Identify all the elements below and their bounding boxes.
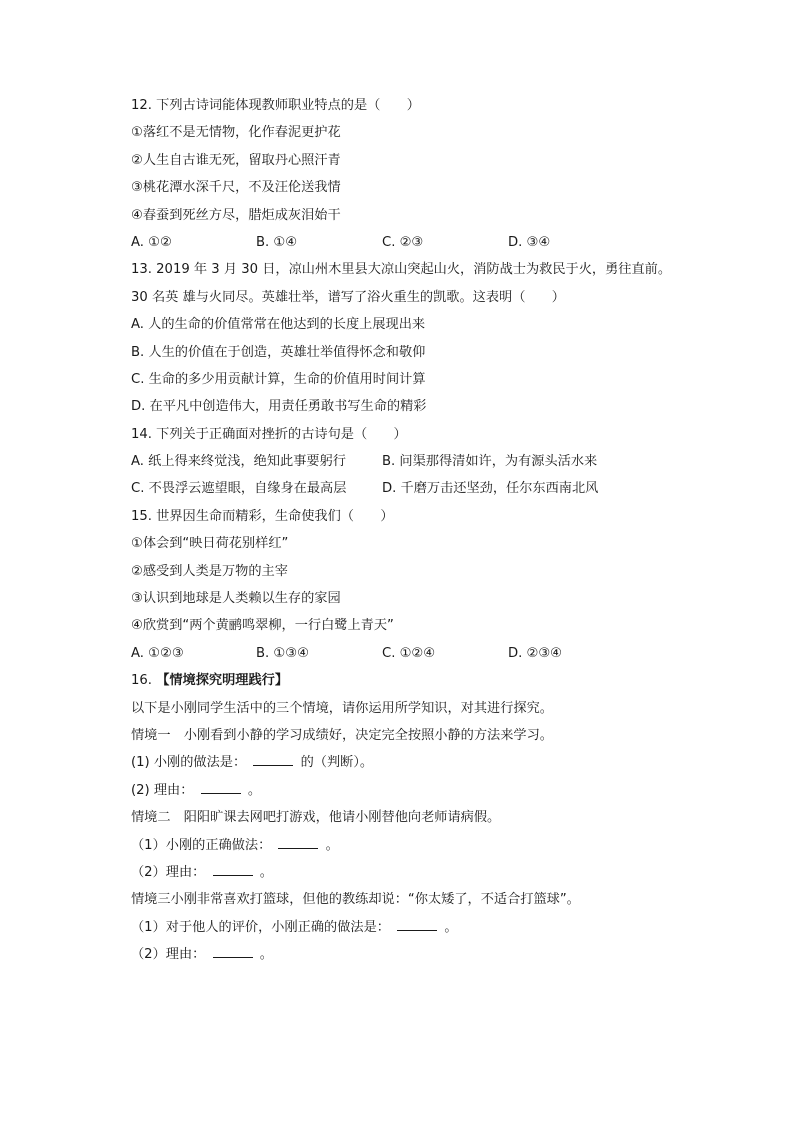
q16-s3-q2 bbox=[131, 941, 691, 968]
q16-scenario-2: 情境二 阳阳旷课去网吧打游戏，他请小刚替他向老师请病假。 bbox=[131, 810, 501, 826]
q16-s1-q2 bbox=[131, 777, 691, 804]
q16-heading bbox=[131, 667, 691, 694]
q16-s2-q1-suffix: 。 bbox=[325, 837, 339, 853]
q16-s2-q1 bbox=[131, 832, 691, 859]
q13-stem-line2: 30 名英 雄与火同尽。英雄壮举，谱写了浴火重生的凯歌。这表明（ ） bbox=[131, 289, 565, 305]
q16-s1-q2-suffix: 。 bbox=[247, 782, 262, 798]
q16-s1-q1 bbox=[131, 749, 691, 776]
answer-blank[interactable] bbox=[213, 943, 253, 958]
q15-item-3: ③认识到地球是人类赖以生存的家园 bbox=[131, 591, 341, 607]
q14-option-c[interactable]: C. 不畏浮云遮望眼，自缘身在最高层 bbox=[131, 481, 347, 497]
q15-item-4: ④欣赏到“两个黄鹂鸣翠柳，一行白鹭上青天” bbox=[131, 618, 394, 634]
answer-blank[interactable] bbox=[253, 751, 293, 766]
q16-s1-q2-prompt: (2) 理由： bbox=[131, 782, 194, 798]
q16-scenario-1: 情境一 小刚看到小静的学习成绩好，决定完全按照小静的方法来学习。 bbox=[131, 727, 553, 743]
q12-option-a[interactable]: A. ①② bbox=[131, 234, 172, 250]
q16-s3-q1-suffix: 。 bbox=[444, 919, 458, 935]
q13-option-d[interactable]: D. 在平凡中创造伟大，用责任勇敢书写生命的精彩 bbox=[131, 399, 427, 415]
q16-s3-q2-prompt: （2）理由： bbox=[131, 947, 206, 963]
q16-title: 【情境探究明理践行】 bbox=[156, 673, 289, 689]
q12-option-c[interactable]: C. ②③ bbox=[382, 234, 424, 250]
q16-s2-q2-suffix: 。 bbox=[259, 864, 273, 880]
q15-item-2: ②感受到人类是万物的主宰 bbox=[131, 563, 288, 579]
q15-options bbox=[131, 640, 691, 667]
q16-s1-q1-suffix: 的（判断）。 bbox=[300, 755, 374, 771]
q14-option-b[interactable]: B. 问渠那得清如许，为有源头活水来 bbox=[382, 454, 598, 470]
q16-number: 16. bbox=[131, 673, 152, 689]
q16-s1-q1-prompt: (1) 小刚的做法是： bbox=[131, 755, 247, 771]
answer-blank[interactable] bbox=[278, 834, 318, 849]
q16-scenario-3: 情境三小刚非常喜欢打篮球，但他的教练却说：“你太矮了，不适合打篮球”。 bbox=[131, 892, 580, 908]
exam-page bbox=[131, 92, 691, 969]
answer-blank[interactable] bbox=[397, 916, 437, 931]
q15-option-d[interactable]: D. ②③④ bbox=[508, 645, 563, 661]
q16-intro: 以下是小刚同学生活中的三个情境，请你运用所学知识，对其进行探究。 bbox=[131, 700, 553, 716]
q13-option-c[interactable]: C. 生命的多少用贡献计算，生命的价值用时间计算 bbox=[131, 371, 426, 387]
q14-options-row1 bbox=[131, 448, 691, 475]
answer-blank[interactable] bbox=[201, 779, 241, 794]
q12-stem: 12. 下列古诗词能体现教师职业特点的是（ ） bbox=[131, 98, 420, 113]
q14-option-a[interactable]: A. 纸上得来终觉浅，绝知此事要躬行 bbox=[131, 454, 346, 470]
q15-option-c[interactable]: C. ①②④ bbox=[382, 645, 436, 661]
q15-option-b[interactable]: B. ①③④ bbox=[256, 645, 309, 661]
q13-stem-line1: 13. 2019 年 3 月 30 日，凉山州木里县大凉山突起山火，消防战士为救民于火，勇往直前。 bbox=[131, 262, 672, 278]
q16-s3-q1-prompt: （1）对于他人的评价，小刚正确的做法是： bbox=[131, 919, 390, 935]
q12-item-3: ③桃花潭水深千尺，不及汪伦送我情 bbox=[131, 180, 341, 196]
q15-stem: 15. 世界因生命而精彩，生命使我们（ ） bbox=[131, 508, 394, 524]
q13-option-b[interactable]: B. 人生的价值在于创造，英雄壮举值得怀念和敬仰 bbox=[131, 344, 426, 360]
q12-item-4: ④春蚕到死丝方尽，腊炬成灰泪始干 bbox=[131, 207, 341, 223]
q15-option-a[interactable]: A. ①②③ bbox=[131, 645, 184, 661]
q12-item-1: ①落红不是无情物，化作春泥更护花 bbox=[131, 125, 341, 141]
q12-option-b[interactable]: B. ①④ bbox=[256, 234, 298, 250]
q12-item-2: ②人生自古谁无死，留取丹心照汗青 bbox=[131, 152, 341, 168]
q13-option-a[interactable]: A. 人的生命的价值常常在他达到的长度上展现出来 bbox=[131, 317, 426, 333]
q14-stem: 14. 下列关于正确面对挫折的古诗句是（ ） bbox=[131, 426, 407, 442]
q16-s2-q2 bbox=[131, 859, 691, 886]
answer-blank[interactable] bbox=[213, 861, 253, 876]
q12-options bbox=[131, 229, 691, 256]
q12-option-d[interactable]: D. ③④ bbox=[508, 234, 551, 250]
q14-option-d[interactable]: D. 千磨万击还坚劲，任尔东西南北风 bbox=[382, 481, 599, 497]
q15-item-1: ①体会到“映日荷花别样红” bbox=[131, 536, 289, 552]
q14-options-row2 bbox=[131, 475, 691, 502]
q16-s2-q1-prompt: （1）小刚的正确做法： bbox=[131, 837, 272, 853]
q16-s3-q1 bbox=[131, 914, 691, 941]
q16-s3-q2-suffix: 。 bbox=[259, 947, 273, 963]
q16-s2-q2-prompt: （2）理由： bbox=[131, 864, 206, 880]
